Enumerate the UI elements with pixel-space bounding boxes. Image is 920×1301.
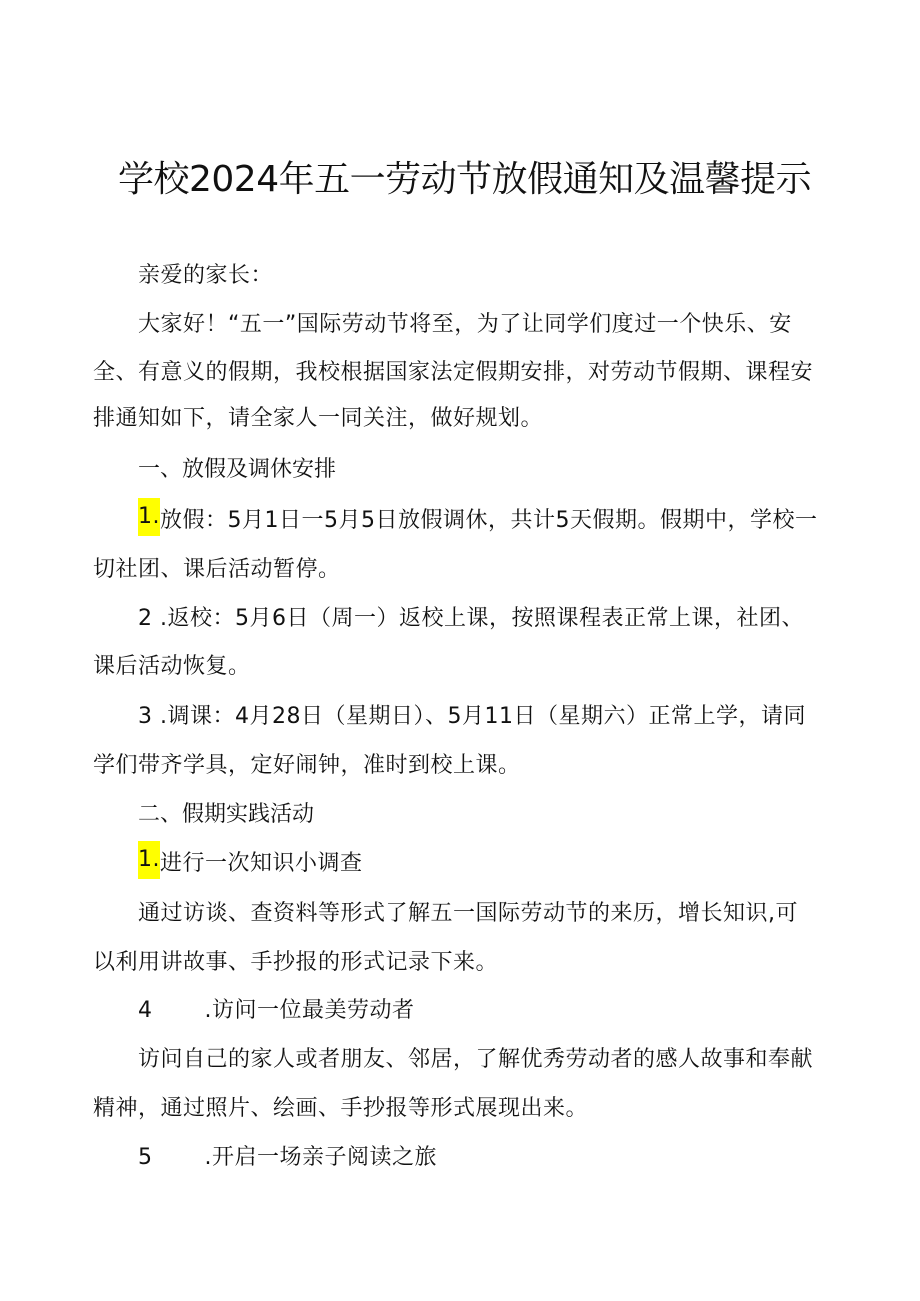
intro-line-2: 全、有意义的假期，我校根据国家法定假期安排，对劳动节假期、课程安 xyxy=(93,360,814,385)
document-title: 学校2024年五一劳动节放假通知及温馨提示 xyxy=(118,159,812,200)
section2-item1-title: 进行一次知识小调查 xyxy=(160,851,363,876)
section-heading-1: 一、放假及调休安排 xyxy=(138,457,337,482)
item5-number: 5 xyxy=(138,1145,153,1170)
item4-number: 4 xyxy=(138,998,153,1023)
section1-item2-cont: 课后活动恢复。 xyxy=(93,654,251,679)
highlight-number: 1. xyxy=(138,841,160,879)
section1-item1-text: 放假：5月1日一5月5日放假调休，共计5天假期。假期中，学校一 xyxy=(160,508,818,533)
section2-item1 xyxy=(138,849,363,879)
greeting: 亲爱的家长： xyxy=(138,263,274,288)
section2-item4-body-2: 精神，通过照片、绘画、手抄报等形式展现出来。 xyxy=(93,1096,589,1121)
section1-item2: 2 .返校：5月6日（周一）返校上课，按照课程表正常上课，社团、 xyxy=(138,606,804,631)
intro-line-3: 排通知如下，请全家人一同关注，做好规划。 xyxy=(93,406,544,431)
section2-item4 xyxy=(138,996,415,1026)
section1-item3: 3 .调课：4月28日（星期日）、5月11日（星期六）正常上学，请同 xyxy=(138,704,806,729)
item5-title: .开启一场亲子阅读之旅 xyxy=(204,1145,437,1170)
section1-item1-cont: 切社团、课后活动暂停。 xyxy=(93,557,341,582)
section1-item3-cont: 学们带齐学具，定好闹钟，准时到校上课。 xyxy=(93,753,521,778)
section2-item1-body-2: 以利用讲故事、手抄报的形式记录下来。 xyxy=(93,950,499,975)
section2-item4-body-1: 访问自己的家人或者朋友、邻居，了解优秀劳动者的感人故事和奉献 xyxy=(138,1047,814,1072)
section2-item1-body-1: 通过访谈、查资料等形式了解五一国际劳动节的来历，增长知识,可 xyxy=(138,901,798,926)
item4-title: .访问一位最美劳动者 xyxy=(204,998,415,1023)
section2-item5 xyxy=(138,1143,437,1173)
intro-line-1: 大家好！“五一”国际劳动节将至，为了让同学们度过一个快乐、安 xyxy=(138,312,792,337)
section-heading-2: 二、假期实践活动 xyxy=(138,802,315,827)
section1-item1 xyxy=(138,506,818,536)
highlight-number: 1. xyxy=(138,498,160,536)
